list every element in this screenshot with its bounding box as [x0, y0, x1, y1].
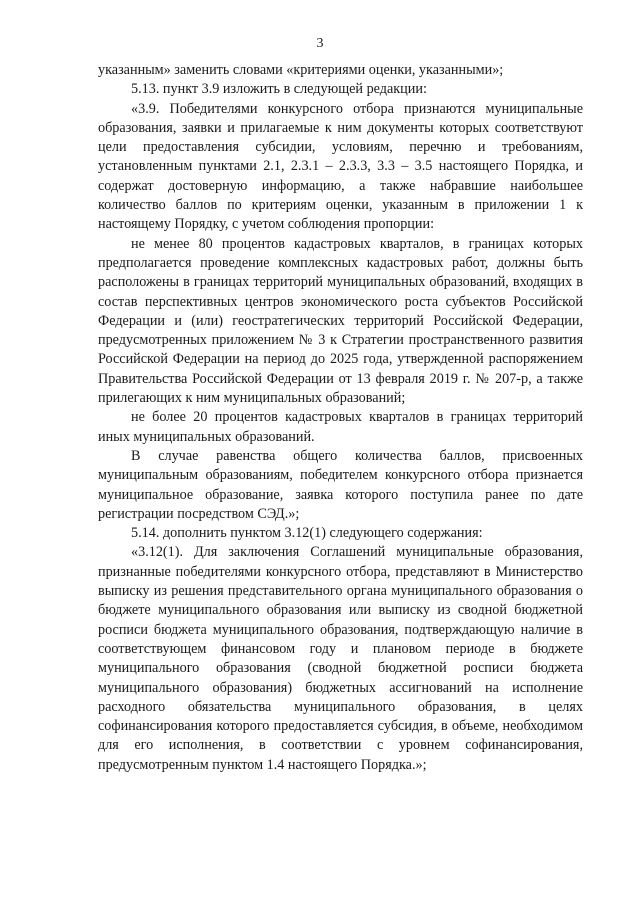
paragraph-item-5-13: 5.13. пункт 3.9 изложить в следующей редакции: [131, 81, 427, 98]
paragraph-item-5-14: 5.14. дополнить пунктом 3.12(1) следующего содержания: [131, 525, 483, 542]
document-body [98, 61, 583, 775]
paragraph-proportion-80: не менее 80 процентов кадастровых кварталов, в границах которых предполагается проведение комплексных кадастровых работ, должны быть расположены в границах территорий муниципальных образований, входящих в состав перспективных центров экономического роста субъектов Российской Федерации и (или) геостратегических территорий Российской Федерации, предусмотренных приложением № 3 к Стратегии пространственного развития Российской Федерации на период до 2025 года, утвержденной распоряжением Правительства Российской Федерации от 13 февраля 2019 г. № 207-р, а также прилегающих к ним муниципальных образований; [98, 235, 583, 407]
paragraph-tie-rule: В случае равенства общего количества баллов, присвоенных муниципальным образованиям, победителем конкурсного отбора признается муниципальное образование, заявка которого поступила ранее по дате регистрации посредством СЭД.»; [98, 447, 583, 522]
paragraph-proportion-20: не более 20 процентов кадастровых кварталов в границах территорий иных муниципальных образований. [98, 409, 583, 445]
paragraph-clause-3-9: «3.9. Победителями конкурсного отбора признаются муниципальные образования, заявки и прилагаемые к ним документы которых соответствуют цели предоставления субсидии, условиям, перечню и требованиям, установленным пунктами 2.1, 2.3.1 – 2.3.3, 3.3 – 3.5 настоящего Порядка, и содержат достоверную информацию, а также набравшие наибольшее количество баллов по критериям оценки, указанным в приложении 1 к настоящему Порядку, с учетом соблюдения пропорции: [98, 100, 583, 233]
page-number: 3 [316, 36, 324, 51]
paragraph-clause-3-12-1: «3.12(1). Для заключения Соглашений муниципальные образования, признанные победителями конкурсного отбора, представляют в Министерство выписку из решения представительного органа муниципального образования о бюджете муниципального образования или выписку из сводной бюджетной росписи бюджета муниципального образования, подтверждающую наличие в соответствующем финансовом году и плановом периоде в бюджете муниципального образования (сводной бюджетной росписи бюджета муниципального образования) бюджетных ассигнований на исполнение расходного обязательства муниципального образования, в целях софинансирования которого предоставляется субсидия, в объеме, необходимом для его исполнения, в соответствии с уровнем софинансирования, предусмотренным пунктом 1.4 настоящего Порядка.»; [98, 544, 583, 773]
paragraph-continuation: указанным» заменить словами «критериями оценки, указанными»; [98, 62, 504, 78]
